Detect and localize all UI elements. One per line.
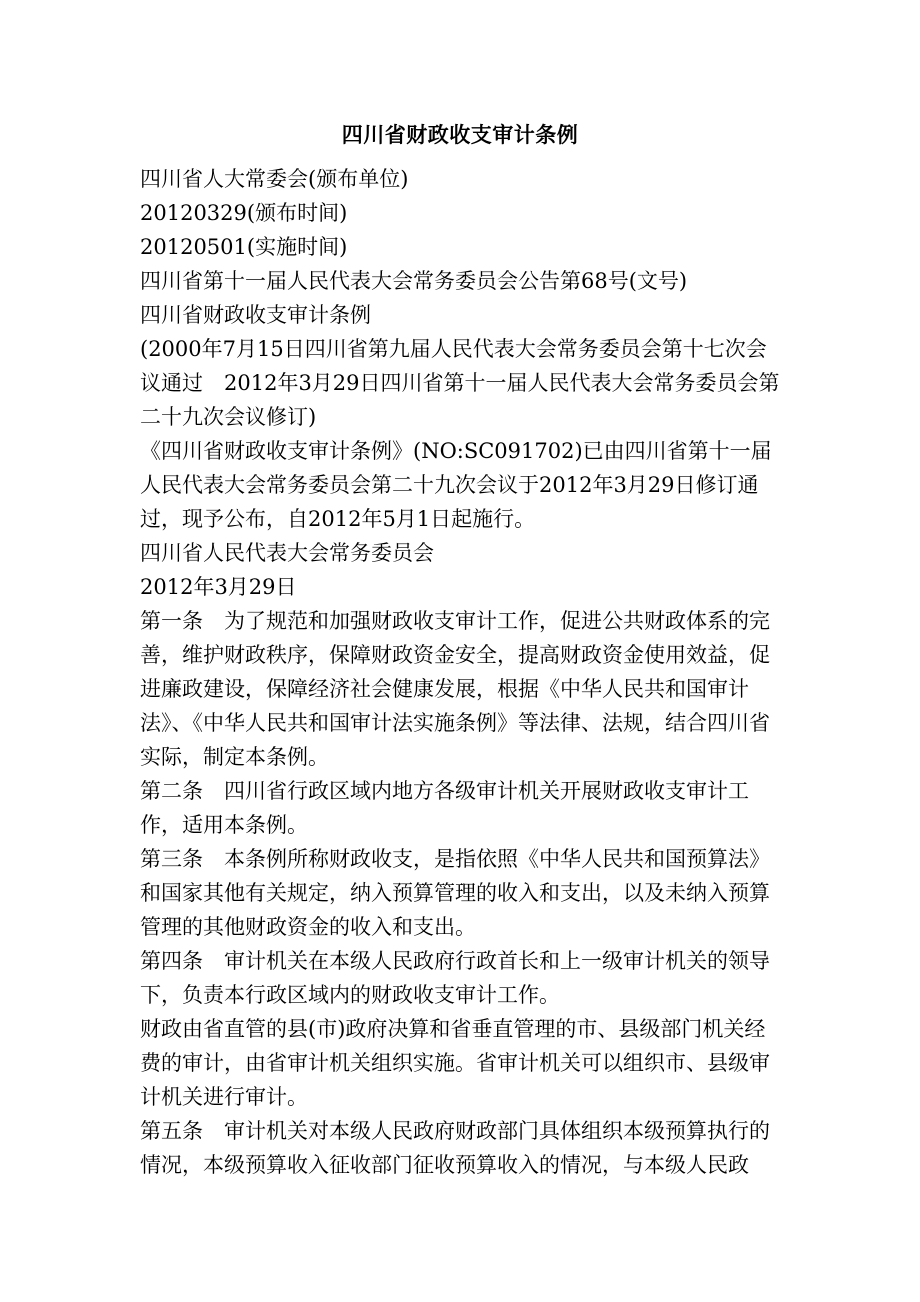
paragraph-article-3: 第三条 本条例所称财政收支，是指依照《中华人民共和国预算法》和国家其他有关规定，纳入预算管理的收入和支出，以及未纳入预算管理的其他财政资金的收入和支出。 [140,847,770,939]
paragraph-article-4-clause: 财政由省直管的县(市)政府决算和省垂直管理的市、县级部门机关经费的审计，由省审计机关组织实施。省审计机关可以组织市、县级审计机关进行审计。 [140,1017,770,1109]
paragraph-article-1: 第一条 为了规范和加强财政收支审计工作，促进公共财政体系的完善，维护财政秩序，保障财政资金安全，提高财政资金使用效益，促进廉政建设，保障经济社会健康发展，根据《中华人民共和国审计法》、《中华人民共和国审计法实施条例》等法律、法规，结合四川省实际，制定本条例。 [140,609,770,769]
paragraph-regulation-name: 四川省财政收支审计条例 [140,303,371,327]
paragraph-article-5: 第五条 审计机关对本级人民政府财政部门具体组织本级预算执行的情况，本级预算收入征收部门征收预算收入的情况，与本级人民政 [140,1119,770,1177]
paragraph-issue-date: 20120329(颁布时间) [140,201,348,225]
paragraph-committee: 四川省人民代表大会常务委员会 [140,541,434,565]
paragraph-document-number: 四川省第十一届人民代表大会常务委员会公告第68号(文号) [140,269,688,293]
paragraph-announcement: 《四川省财政收支审计条例》(NO:SC091702)已由四川省第十一届人民代表大会常务委员会第二十九次会议于2012年3月29日修订通过，现予公布，自2012年5月1日起施行。 [140,439,772,531]
paragraph-effective-date: 20120501(实施时间) [140,235,348,259]
document-title: 四川省财政收支审计条例 [341,122,579,147]
paragraph-adoption-history: (2000年7月15日四川省第九届人民代表大会常务委员会第十七次会议通过 2012年3月29日四川省第十一届人民代表大会常务委员会第二十九次会议修订) [140,337,780,429]
paragraph-article-4: 第四条 审计机关在本级人民政府行政首长和上一级审计机关的领导下，负责本行政区域内的财政收支审计工作。 [140,949,770,1007]
paragraph-date: 2012年3月29日 [140,575,297,599]
document-body [140,162,785,1182]
paragraph-issuer: 四川省人大常委会(颁布单位) [140,167,409,191]
paragraph-article-2: 第二条 四川省行政区域内地方各级审计机关开展财政收支审计工作，适用本条例。 [140,779,749,837]
